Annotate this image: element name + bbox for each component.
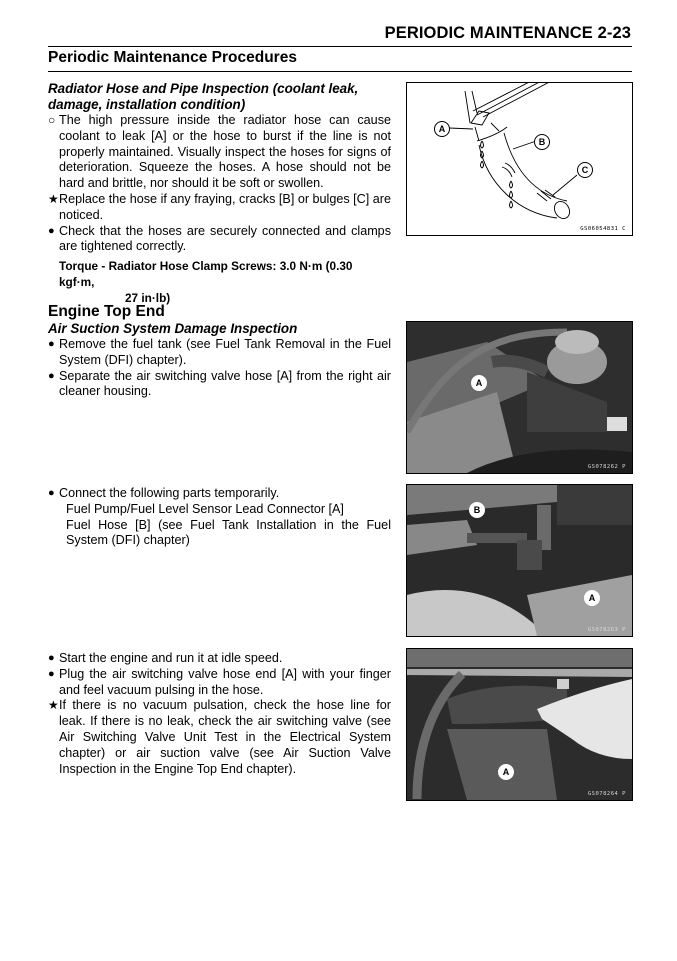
callout-c: C <box>577 162 593 178</box>
step-text: Start the engine and run it at idle speed. <box>59 651 283 665</box>
step-no-pulsation <box>48 698 391 777</box>
step-text: Separate the air switching valve hose [A] from the right air cleaner housing. <box>59 368 391 399</box>
photo-engine-bay-1 <box>407 322 632 473</box>
radiator-check-text: Check that the hoses are securely connected and clamps are tightened correctly. <box>59 223 391 254</box>
radiator-title: Radiator Hose and Pipe Inspection (coolant leak, damage, installation condition) <box>48 81 359 112</box>
torque-spec-line1: Torque - Radiator Hose Clamp Screws: 3.0 N·m (0.30 kgf·m, <box>59 259 353 289</box>
radiator-replace-step <box>48 192 391 224</box>
photo-plug-hose <box>406 648 633 801</box>
callout-b: B <box>534 134 550 150</box>
figure-code: GS078264 P <box>587 791 626 797</box>
step-text: Connect the following parts temporarily. <box>59 486 280 500</box>
photo-engine-bay-3 <box>407 649 632 800</box>
callout-a: A <box>471 375 487 391</box>
step-separate-hose <box>48 369 391 401</box>
section-rule <box>48 71 632 72</box>
connect-parts-section <box>48 486 391 549</box>
radiator-hose-figure <box>406 82 633 236</box>
running-title: PERIODIC MAINTENANCE 2-23 <box>384 24 631 42</box>
radiator-hose-drawing <box>407 83 632 235</box>
engine-top-end-section <box>48 302 391 400</box>
step-connect-parts <box>48 486 391 502</box>
photo-air-switching-hose <box>406 321 633 474</box>
radiator-section <box>48 81 391 307</box>
step-start-engine <box>48 651 391 667</box>
callout-a: A <box>584 590 600 606</box>
radiator-note <box>48 113 391 192</box>
bullet-marker-icon: ● <box>48 652 55 664</box>
radiator-note-text: The high pressure inside the radiator hose can cause coolant to leak [A] or the hose to burst if the line is not properly maintained. Visually inspect the hoses for signs of deterioration. Squeeze the hoses. A hose should not be hard and brittle, nor should it be soft or swollen. <box>59 113 391 191</box>
header-rule <box>48 46 632 47</box>
air-suction-title: Air Suction System Damage Inspection <box>48 321 298 336</box>
engine-top-end-title: Engine Top End <box>48 303 165 320</box>
bullet-marker-icon: ● <box>48 224 55 237</box>
callout-b: B <box>469 502 485 518</box>
section-title: Periodic Maintenance Procedures <box>48 49 297 66</box>
radiator-check-step <box>48 224 391 256</box>
note-marker-icon: ○ <box>48 113 56 127</box>
callout-a: A <box>498 764 514 780</box>
torque-spec-line2: 27 in·lb) <box>125 290 171 305</box>
figure-code: GS078263 P <box>587 627 626 633</box>
star-marker-icon: ★ <box>48 698 59 713</box>
step-plug-hose <box>48 667 391 699</box>
sub-item-fuel-hose: Fuel Hose [B] (see Fuel Tank Installation in the Fuel System (DFI) chapter) <box>66 517 391 548</box>
bullet-marker-icon: ● <box>48 487 55 499</box>
bullet-marker-icon: ● <box>48 667 55 680</box>
photo-fuel-connectors <box>406 484 633 637</box>
bullet-marker-icon: ● <box>48 338 55 350</box>
step-remove-fuel-tank <box>48 337 391 369</box>
vacuum-test-section <box>48 651 391 777</box>
figure-code: GS078262 P <box>587 464 626 470</box>
step-text: Remove the fuel tank (see Fuel Tank Removal in the Fuel System (DFI) chapter). <box>59 337 391 367</box>
figure-code: GS06054831 C <box>580 226 626 232</box>
step-text: Plug the air switching valve hose end [A] with your finger and feel vacuum pulsing in the hose. <box>59 666 391 697</box>
step-text: If there is no vacuum pulsation, check the hose line for leak. If there is no leak, check the air switching valve (see Air Switching Valve Unit Test in the Electrical System chapter) or air suction valve (see Air Suction Valve Inspection in the Engine Top End chapter). <box>59 698 391 776</box>
photo-engine-bay-2 <box>407 485 632 636</box>
star-marker-icon: ★ <box>48 191 59 206</box>
radiator-replace-text: Replace the hose if any fraying, cracks [B] or bulges [C] are noticed. <box>59 191 391 222</box>
bullet-marker-icon: ● <box>48 369 55 382</box>
sub-item-connector: Fuel Pump/Fuel Level Sensor Lead Connector [A] <box>66 501 344 516</box>
torque-spec <box>48 259 391 306</box>
callout-a: A <box>434 121 450 137</box>
